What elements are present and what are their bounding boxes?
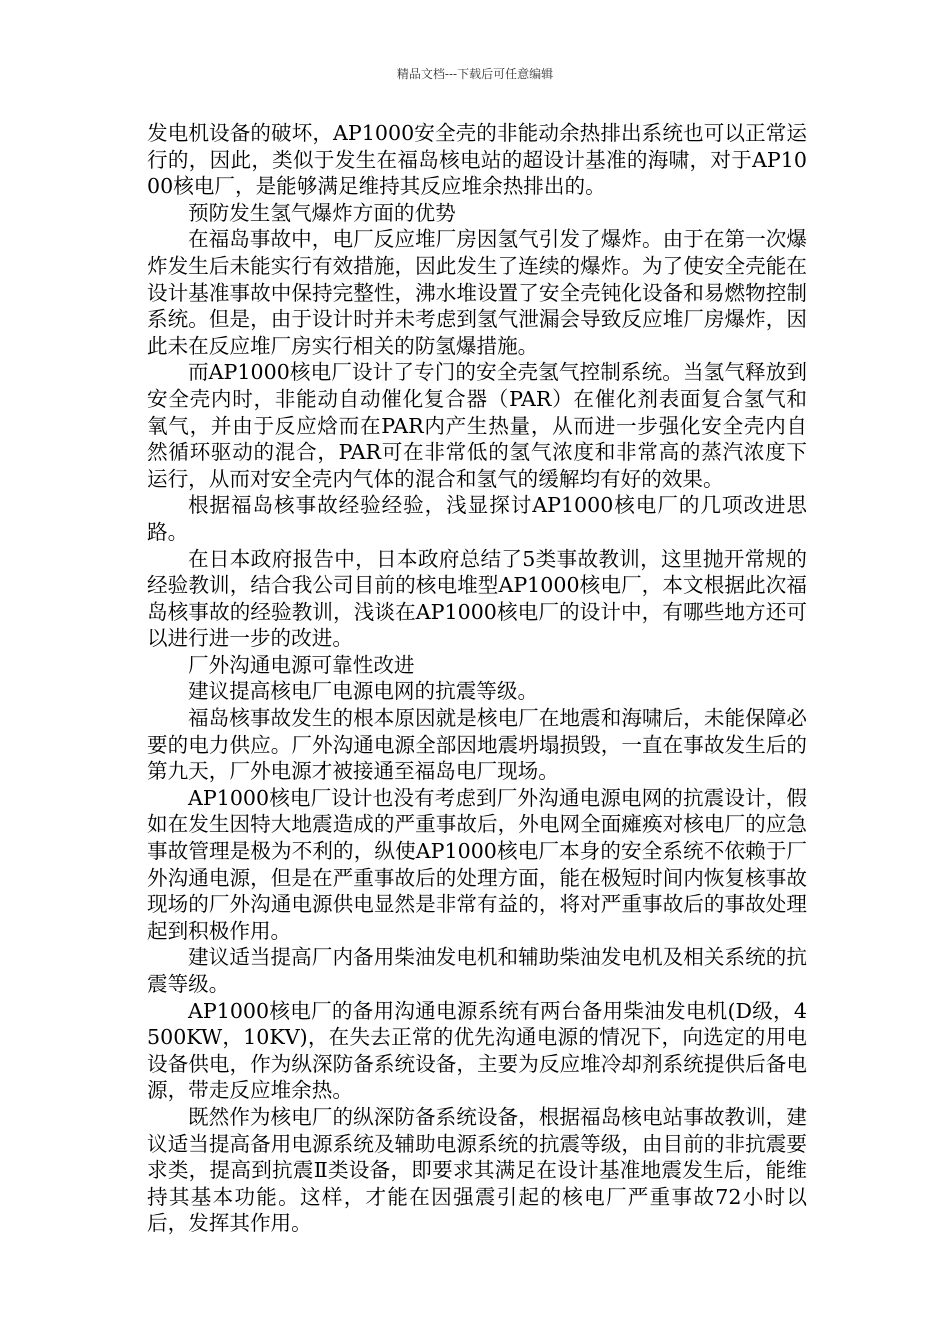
paragraph: 在日本政府报告中，日本政府总结了5类事故教训，这里抛开常规的经验教训，结合我公司目前的核电堆型AP1000核电厂，本文根据此次福岛核事故的经验教训，浅谈在AP1000核电厂的设计中，有哪些地方还可以进行进一步的改进。 [147, 546, 807, 651]
paragraph: 建议提高核电厂电源电网的抗震等级。 [188, 679, 539, 704]
page-header: 精品文档---下载后可任意编辑 [396, 67, 554, 81]
paragraph: AP1000核电厂的备用沟通电源系统有两台备用柴油发电机(D级，4500KW，10KV)，在失去正常的优先沟通电源的情况下，向选定的用电设备供电，作为纵深防备系统设备，主要为反应堆冷却剂系统提供后备电源，带走反应堆余热。 [147, 998, 807, 1103]
paragraph: AP1000核电厂设计也没有考虑到厂外沟通电源电网的抗震设计，假如在发生因特大地震造成的严重事故后，外电网全面瘫痪对核电厂的应急事故管理是极为不利的，纵使AP1000核电厂本身的安全系统不依赖于厂外沟通电源，但是在严重事故后的处理方面，能在极短时间内恢复核事故现场的厂外沟通电源供电显然是非常有益的，将对严重事故后的事故处理起到积极作用。 [147, 785, 807, 943]
paragraph: 而AP1000核电厂设计了专门的安全壳氢气控制系统。当氢气释放到安全壳内时，非能动自动催化复合器（PAR）在催化剂表面复合氢气和氧气，并由于反应焓而在PAR内产生热量，从而进一步强化安全壳内自然循环驱动的混合，PAR可在非常低的氢气浓度和非常高的蒸汽浓度下运行，从而对安全壳内气体的混合和氢气的缓解均有好的效果。 [147, 360, 807, 491]
document-body [147, 120, 807, 1237]
paragraph: 发电机设备的破坏，AP1000安全壳的非能动余热排出系统也可以正常运行的，因此，类似于发生在福岛核电站的超设计基准的海啸，对于AP1000核电厂，是能够满足维持其反应堆余热排出的。 [147, 121, 807, 199]
paragraph: 既然作为核电厂的纵深防备系统设备，根据福岛核电站事故教训，建议适当提高备用电源系统及辅助电源系统的抗震等级，由目前的非抗震要求类，提高到抗震Ⅱ类设备，即要求其满足在设计基准地震发生后，能维持其基本功能。这样，才能在因强震引起的核电厂严重事故72小时以后，发挥其作用。 [147, 1104, 807, 1236]
section-heading: 厂外沟通电源可靠性改进 [188, 652, 415, 677]
paragraph: 建议适当提高厂内备用柴油发电机和辅助柴油发电机及相关系统的抗震等级。 [147, 945, 807, 996]
paragraph: 根据福岛核事故经验经验，浅显探讨AP1000核电厂的几项改进思路。 [147, 493, 807, 544]
paragraph: 福岛核事故发生的根本原因就是核电厂在地震和海啸后，未能保障必要的电力供应。厂外沟通电源全部因地震坍塌损毁，一直在事故发生后的第九天，厂外电源才被接通至福岛电厂现场。 [147, 706, 807, 784]
paragraph: 在福岛事故中，电厂反应堆厂房因氢气引发了爆炸。由于在第一次爆炸发生后未能实行有效措施，因此发生了连续的爆炸。为了使安全壳能在设计基准事故中保持完整性，沸水堆设置了安全壳钝化设备和易燃物控制系统。但是，由于设计时并未考虑到氢气泄漏会导致反应堆厂房爆炸，因此未在反应堆厂房实行相关的防氢爆措施。 [147, 227, 807, 358]
section-heading: 预防发生氢气爆炸方面的优势 [188, 200, 456, 225]
